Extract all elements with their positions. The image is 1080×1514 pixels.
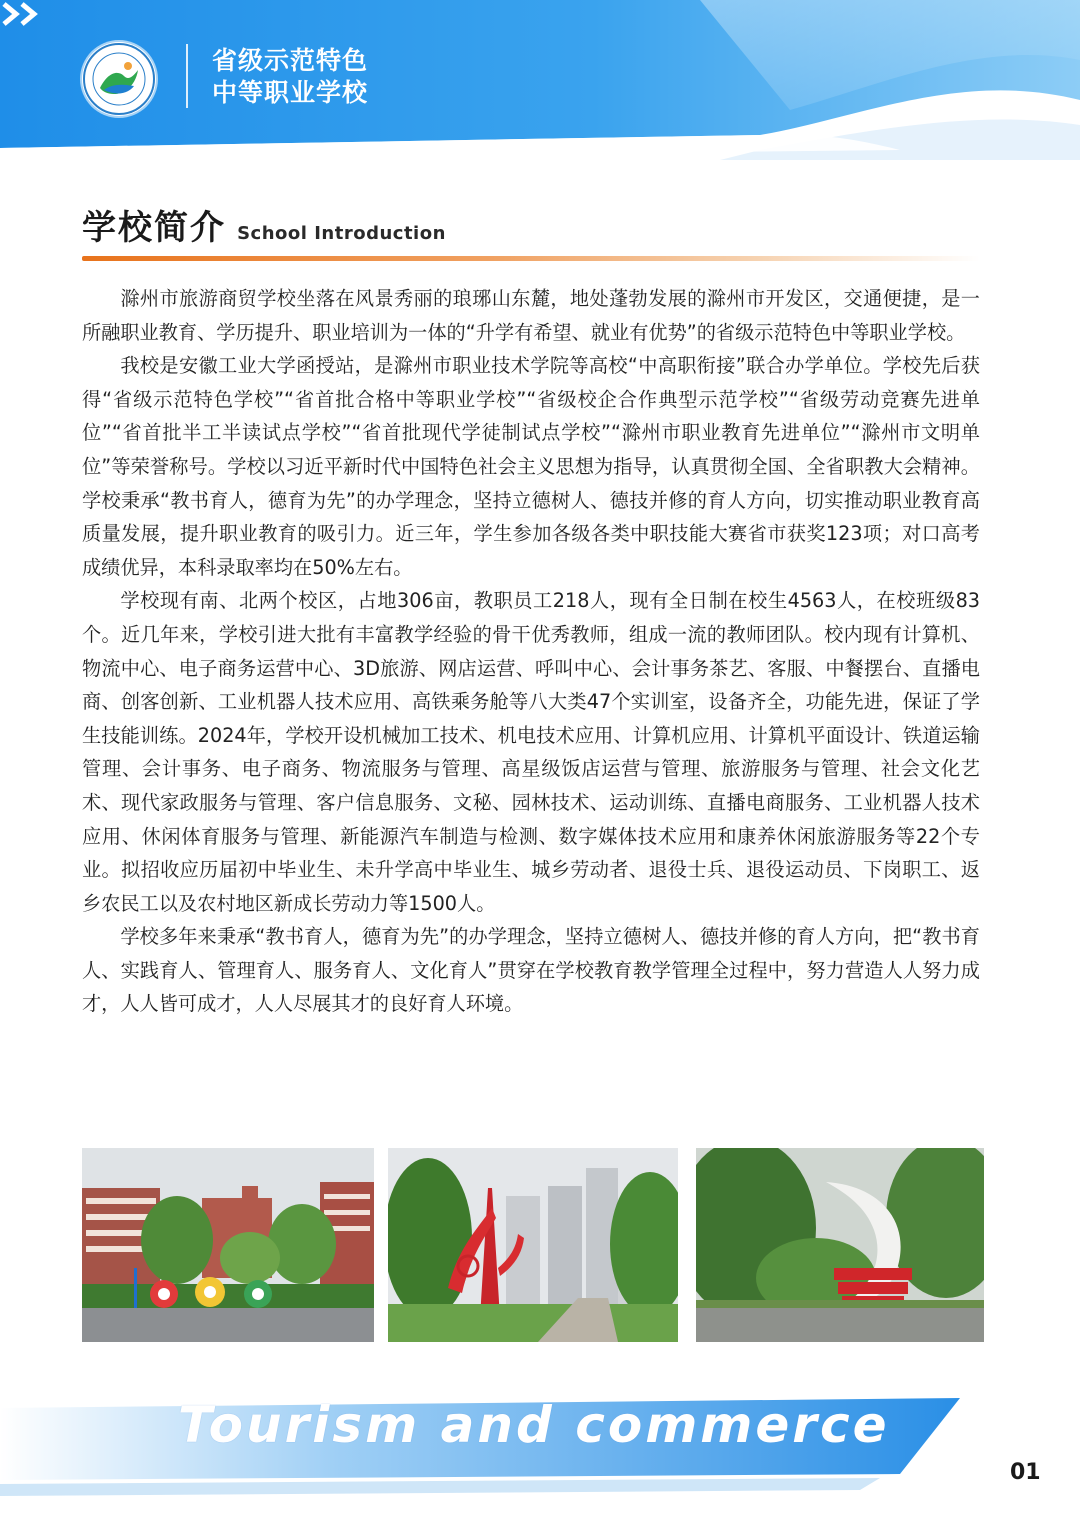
school-emblem-icon — [82, 42, 156, 116]
introduction-text — [82, 282, 980, 1021]
footer-band — [0, 1380, 1080, 1514]
paragraph-2: 我校是安徽工业大学函授站，是滁州市职业技术学院等高校“中高职衔接”联合办学单位。学校先后获得“省级示范特色学校”“省首批合格中等职业学校”“省级校企合作典型示范学校”“省级劳动竞赛先进单位”“省首批半工半读试点学校”“省首批现代学徒制试点学校”“滁州市职业教育先进单位”“滁州市文明单位”等荣誉称号。学校以习近平新时代中国特色社会主义思想为指导，认真贯彻全国、全省职教大会精神。学校秉承“教书育人，德育为先”的办学理念，坚持立德树人、德技并修的育人方向，切实推动职业教育高质量发展，提升职业教育的吸引力。近三年，学生参加各级各类中职技能大赛省市获奖123项；对口高考成绩优异，本科录取率均在50%左右。 — [82, 354, 980, 579]
paragraph-1: 滁州市旅游商贸学校坐落在风景秀丽的琅琊山东麓，地处蓬勃发展的滁州市开发区，交通便捷，是一所融职业教育、学历提升、职业培训为一体的“升学有希望、就业有优势”的省级示范特色中等职业学校。 — [82, 287, 980, 344]
crescent-sculpture-in-garden-photo — [696, 1148, 984, 1342]
header-background — [0, 0, 1080, 160]
footer-slogan: Tourism and commerce — [178, 1396, 890, 1454]
header-title-line-1: 省级示范特色 — [212, 46, 369, 75]
title-underline — [82, 256, 980, 261]
page-number: 01 — [1010, 1460, 1041, 1485]
red-sculpture-and-high-rise-photo — [388, 1148, 678, 1342]
header-title-line-2: 中等职业学校 — [212, 78, 369, 107]
section-heading — [82, 200, 446, 246]
school-logo — [82, 42, 156, 116]
section-title-chinese: 学校简介 — [82, 208, 226, 248]
section-title-english: School Introduction — [237, 223, 446, 244]
header-band — [0, 0, 1080, 160]
campus-buildings-with-flower-sculptures-photo — [82, 1148, 374, 1342]
double-chevron-right-icon — [0, 0, 42, 28]
paragraph-4: 学校多年来秉承“教书育人，德育为先”的办学理念，坚持立德树人、德技并修的育人方向，把“教书育人、实践育人、管理育人、服务育人、文化育人”贯穿在学校教育教学管理全过程中，努力营造人人努力成才，人人皆可成才，人人尽展其才的良好育人环境。 — [82, 925, 980, 1016]
paragraph-3: 学校现有南、北两个校区，占地306亩，教职员工218人，现有全日制在校生4563人，在校班级83个。近几年来，学校引进大批有丰富教学经验的骨干优秀教师，组成一流的教师团队。校内现有计算机、物流中心、电子商务运营中心、3D旅游、网店运营、呼叫中心、会计事务茶艺、客服、中餐摆台、直播电商、创客创新、工业机器人技术应用、高铁乘务舱等八大类47个实训室，设备齐全，功能先进，保证了学生技能训练。2024年，学校开设机械加工技术、机电技术应用、计算机应用、计算机平面设计、铁道运输管理、会计事务、电子商务、物流服务与管理、高星级饭店运营与管理、旅游服务与管理、社会文化艺术、现代家政服务与管理、客户信息服务、文秘、园林技术、运动训练、直播电商服务、工业机器人技术应用、休闲体育服务与管理、新能源汽车制造与检测、数字媒体技术应用和康养休闲旅游服务等22个专业。拟招收应历届初中毕业生、未升学高中毕业生、城乡劳动者、退役士兵、退役运动员、下岗职工、返乡农民工以及农村地区新成长劳动力等1500人。 — [82, 589, 980, 915]
header-divider — [186, 44, 188, 108]
